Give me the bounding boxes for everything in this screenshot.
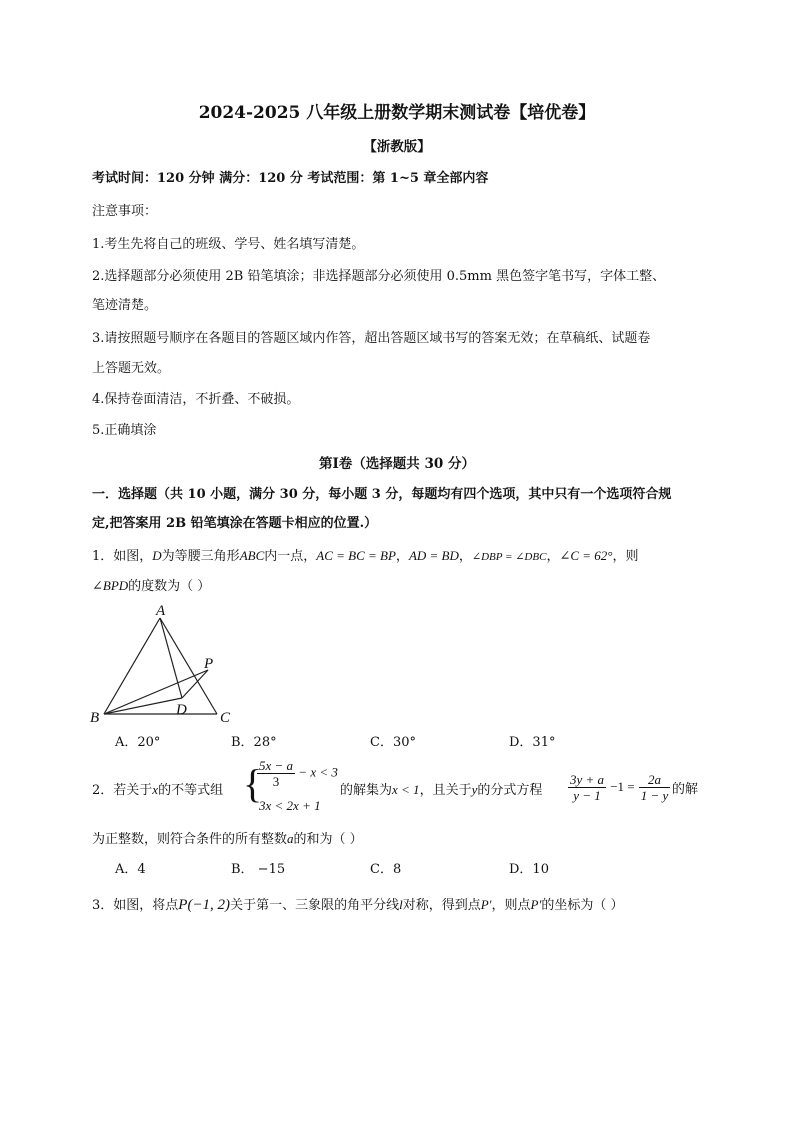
label-c: C (220, 710, 231, 726)
q1-text1: 为等腰三角形 (161, 549, 240, 564)
q1-line2 (92, 577, 210, 596)
q2-ineq1-rest: − x < 3 (298, 764, 338, 780)
q2-text5: 的解 (672, 782, 699, 797)
segment-bp (104, 670, 208, 714)
q3-line-l: l (399, 897, 403, 912)
q1-num: 1．如图， (92, 549, 153, 564)
q1-line2-text: 的度数为（ ） (128, 579, 211, 594)
q1-option-b[interactable]: B．28° (231, 735, 277, 750)
q2-fraction-equation (568, 772, 670, 803)
q1-text3: ，则 (612, 549, 639, 564)
q2-eq-num2: 2a (639, 772, 671, 788)
q1-angle-bpd: ∠BPD (92, 578, 129, 593)
q1-var-d: D (152, 548, 162, 563)
note-2a: 2.选择题部分必须使用 2B 铅笔填涂；非选择题部分必须使用 0.5mm 黑色签字笔书写，字体工整、 (92, 269, 666, 284)
q2-eq-frac2 (639, 772, 671, 803)
q1-eq4: ∠C = 62° (559, 548, 613, 563)
q1-var-abc: ABC (239, 548, 265, 563)
q2-text4: 的分式方程 (477, 783, 543, 798)
section-instructions-a: 一．选择题（共 10 小题，满分 30 分，每小题 3 分，每题均有四个选项，其中只有一个选项符合规 (92, 487, 672, 502)
q2-text3: ，且关于 (419, 783, 472, 798)
exam-info: 考试时间：120 分钟 满分：120 分 考试范围：第 1~5 章全部内容 (92, 171, 489, 186)
q2-line2-text: 为正整数，则符合条件的所有整数 (92, 832, 288, 847)
note-1: 1.考生先将自己的班级、学号、姓名填写清楚。 (92, 237, 365, 252)
q2-num: 2．若关于 (92, 783, 153, 798)
q3-text3: ，则点 (491, 898, 531, 913)
q2-ineq1-frac (257, 758, 295, 789)
segment-bd (104, 698, 182, 714)
q1-eq3: ∠DBP = ∠DBC (471, 551, 547, 563)
q2-eq-den2: 1 − y (640, 788, 669, 803)
note-3b: 上答题无效。 (92, 361, 171, 376)
q2-eq-frac1 (568, 772, 606, 803)
q2-ineq2: 3x < 2x + 1 (259, 798, 321, 813)
note-3a: 3.请按照题号顺序在各题目的答题区域内作答，超出答题区域书写的答案无效；在草稿纸、试题卷 (92, 331, 651, 346)
q2-option-c[interactable]: C．8 (370, 862, 402, 877)
q1-eq1: AC = BC = BP (316, 548, 396, 563)
q3-point-p-prime-2: P′ (530, 897, 542, 912)
q3-num: 3．如图，将点 (92, 898, 179, 913)
q1-line1 (92, 547, 639, 566)
q2-var-a: a (287, 831, 294, 846)
label-b: B (90, 710, 100, 726)
q1-sep3: ， (546, 549, 560, 564)
notes-heading: 注意事项： (92, 204, 158, 219)
q2-text-mid (340, 781, 542, 800)
q2-option-d[interactable]: D．10 (509, 862, 549, 877)
q3-text2: 对称，得到点 (402, 898, 481, 913)
q1-option-c[interactable]: C．30° (370, 735, 416, 750)
q2-text-start (92, 781, 223, 800)
section-instructions-b: 定,把答案用 2B 铅笔填涂在答题卡相应的位置.） (92, 516, 378, 531)
label-d: D (176, 702, 187, 718)
q3-point-p: P(−1, 2) (178, 897, 231, 913)
q2-option-a[interactable]: A．4 (115, 862, 146, 877)
q1-sep2: ， (458, 549, 472, 564)
q3-point-p-prime-1: P′ (480, 897, 492, 912)
q2-ineq1-den: 3 (272, 774, 280, 789)
segment-ab (104, 618, 160, 714)
q2-solution-set: x < 1 (392, 782, 420, 797)
q3-line1 (92, 896, 623, 915)
q2-eq-den1: y − 1 (573, 788, 601, 803)
label-a: A (156, 603, 166, 619)
label-p: P (204, 656, 214, 672)
q2-var-x: x (152, 782, 159, 797)
q1-option-a[interactable]: A．20° (115, 735, 161, 750)
q2-var-y: y (471, 782, 478, 797)
note-5: 5.正确填涂 (92, 423, 157, 438)
q2-eq-num1: 3y + a (570, 772, 605, 787)
q2-text1: 的不等式组 (158, 783, 224, 798)
note-4: 4.保持卷面清洁，不折叠、不破损。 (92, 392, 300, 407)
q2-brace: { (243, 761, 263, 806)
q2-ineq1-num: 5x − a (259, 758, 294, 773)
edition-label: 【浙教版】 (363, 139, 431, 155)
q2-inequality-system (243, 758, 343, 818)
note-2b: 笔迹清楚。 (92, 298, 158, 313)
q3-text4: 的坐标为（ ） (541, 898, 624, 913)
q2-eq-mid: −1 = (610, 779, 635, 794)
q1-option-d[interactable]: D．31° (509, 735, 556, 750)
q1-sep1: ， (395, 549, 409, 564)
section-title: 第Ⅰ卷（选择题共 30 分） (318, 456, 475, 472)
q2-text2: 的解集为 (340, 783, 393, 798)
q3-text1: 关于第一、三象限的角平分线 (230, 898, 400, 913)
q2-line2-end: 的和为（ ） (293, 832, 363, 847)
q2-line2 (92, 830, 363, 849)
q1-triangle-figure (86, 602, 236, 728)
exam-title: 2024-2025 八年级上册数学期末测试卷【培优卷】 (198, 103, 596, 123)
q1-eq2: AD = BD (408, 548, 459, 563)
q1-text2: 内一点， (264, 549, 317, 564)
q2-option-b[interactable]: B． −15 (231, 862, 286, 877)
segment-dp (182, 670, 208, 698)
q2-ineq1 (257, 758, 338, 789)
